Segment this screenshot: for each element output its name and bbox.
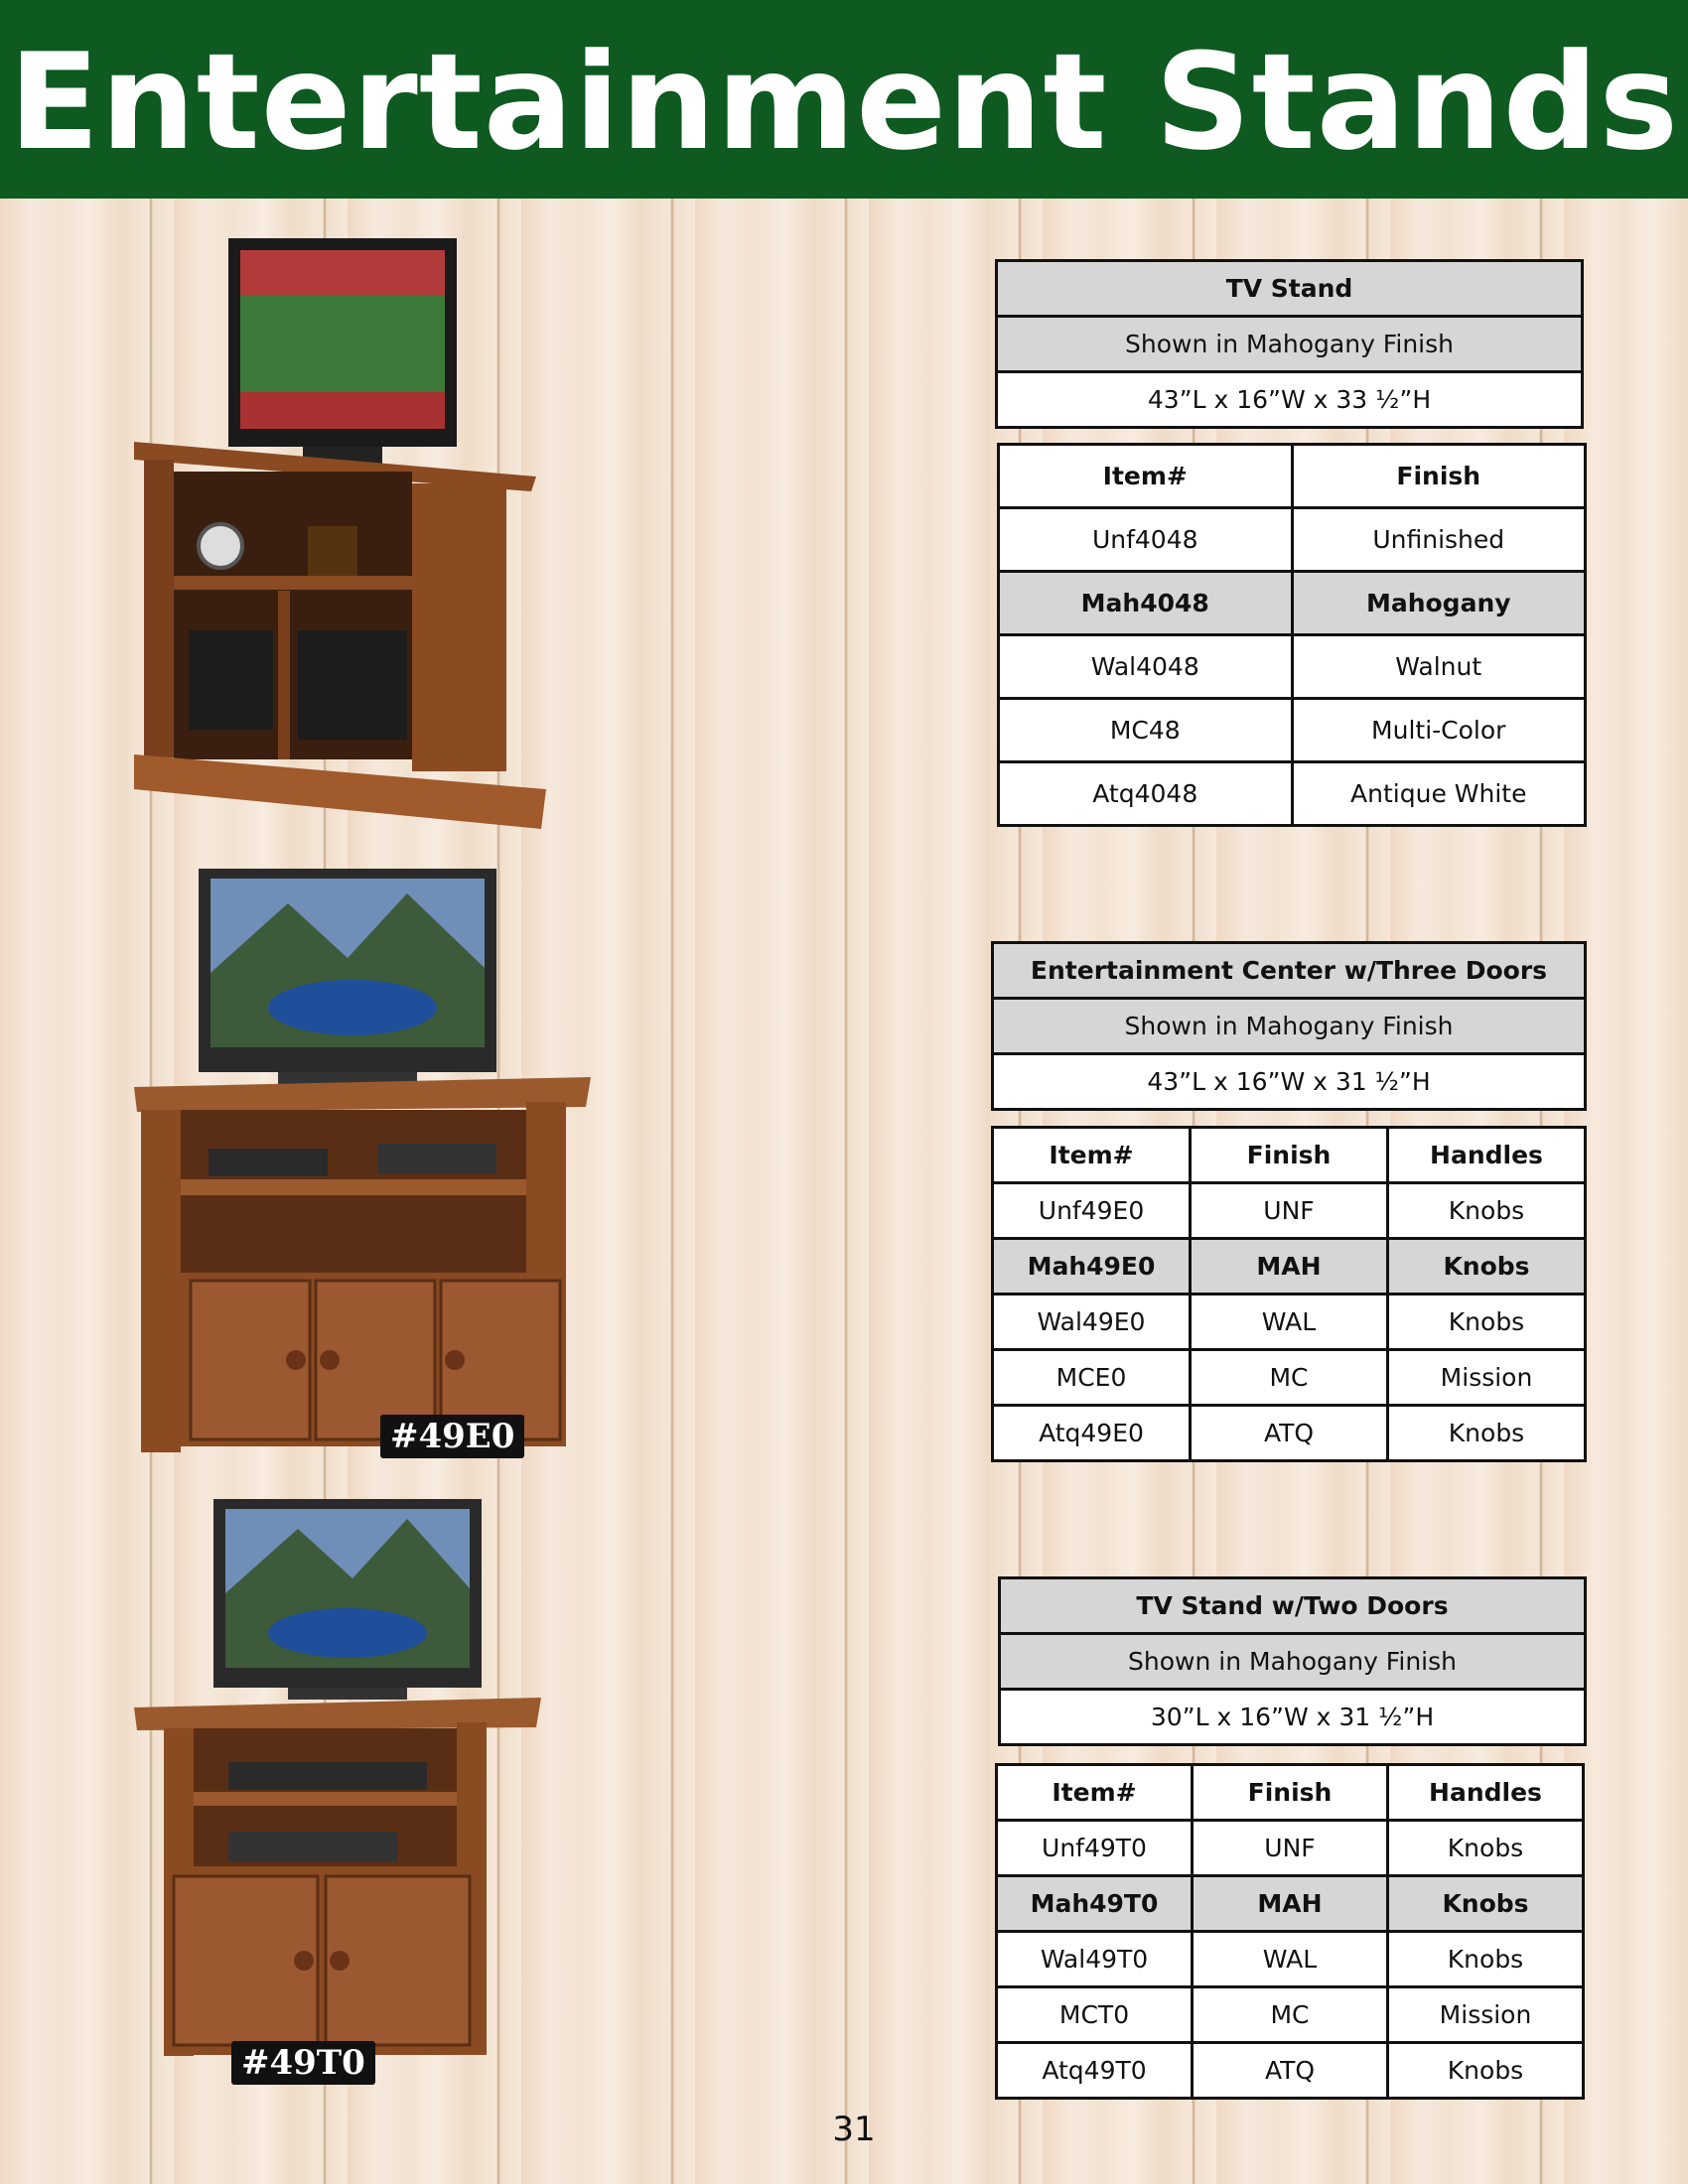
table-row [993,1239,1586,1295]
product-header-entertainment-center [991,941,1587,1111]
table-row [997,2043,1584,2099]
item-number: Atq4048 [999,762,1293,826]
product-name: TV Stand [997,261,1583,317]
table-row [999,635,1586,699]
model-tag-49e0: #49E0 [380,1415,524,1458]
table-row [997,1821,1584,1876]
product-dimensions: 43”L x 16”W x 33 ½”H [997,372,1583,428]
product-finish-note: Shown in Mahogany Finish [997,317,1583,372]
column-header-finish: Finish [1191,1128,1388,1183]
item-table-entertainment-center [991,1126,1587,1462]
column-header-finish: Finish [1292,445,1586,508]
column-header-finish: Finish [1193,1765,1388,1821]
item-number: MCE0 [993,1350,1191,1406]
handles-value: Knobs [1388,1239,1586,1295]
table-row [997,1932,1584,1987]
tv-stand-photo [129,233,556,839]
finish-value: Antique White [1292,762,1586,826]
table-row [993,1350,1586,1406]
finish-value: WAL [1193,1932,1388,1987]
column-header-item: Item# [993,1128,1191,1183]
column-header-item: Item# [997,1765,1193,1821]
finish-value: WAL [1191,1295,1388,1350]
entertainment-center-photo [129,864,596,1469]
item-number: Wal4048 [999,635,1293,699]
table-row [997,1987,1584,2043]
item-table-tv-stand-two-doors [995,1763,1585,2100]
product-dimensions: 43”L x 16”W x 31 ½”H [993,1054,1586,1110]
item-number: Mah49E0 [993,1239,1191,1295]
item-number: Wal49T0 [997,1932,1193,1987]
handles-value: Knobs [1388,1932,1584,1987]
handles-value: Mission [1388,1350,1586,1406]
table-row [999,699,1586,762]
finish-value: ATQ [1193,2043,1388,2099]
item-number: Unf49T0 [997,1821,1193,1876]
table-row [993,1295,1586,1350]
tv-stand-two-doors-photo [129,1494,556,2090]
item-number: Wal49E0 [993,1295,1191,1350]
finish-value: MC [1191,1350,1388,1406]
page-title: Entertainment Stands [8,25,1680,180]
product-name: Entertainment Center w/Three Doors [993,943,1586,999]
product-finish-note: Shown in Mahogany Finish [1000,1634,1586,1690]
handles-value: Knobs [1388,1406,1586,1461]
item-number: Atq49E0 [993,1406,1191,1461]
item-number: Mah49T0 [997,1876,1193,1932]
handles-value: Knobs [1388,1876,1584,1932]
handles-value: Knobs [1388,2043,1584,2099]
finish-value: ATQ [1191,1406,1388,1461]
product-finish-note: Shown in Mahogany Finish [993,999,1586,1054]
item-number: MCT0 [997,1987,1193,2043]
table-row [993,1406,1586,1461]
page-number: 31 [832,2110,876,2149]
model-tag-49t0: #49T0 [231,2041,375,2085]
product-header-tv-stand-two-doors [998,1576,1587,1746]
item-table-tv-stand [997,443,1587,827]
finish-value: Multi-Color [1292,699,1586,762]
finish-value: Mahogany [1292,572,1586,635]
page-header [0,0,1688,199]
column-header-item: Item# [999,445,1293,508]
finish-value: MAH [1193,1876,1388,1932]
table-row [999,508,1586,572]
table-row [999,572,1586,635]
column-header-handles: Handles [1388,1765,1584,1821]
item-number: Atq49T0 [997,2043,1193,2099]
item-number: Unf4048 [999,508,1293,572]
item-number: MC48 [999,699,1293,762]
finish-value: UNF [1191,1183,1388,1239]
item-number: Mah4048 [999,572,1293,635]
handles-value: Knobs [1388,1183,1586,1239]
finish-value: UNF [1193,1821,1388,1876]
product-dimensions: 30”L x 16”W x 31 ½”H [1000,1690,1586,1745]
item-number: Unf49E0 [993,1183,1191,1239]
handles-value: Knobs [1388,1821,1584,1876]
column-header-handles: Handles [1388,1128,1586,1183]
handles-value: Mission [1388,1987,1584,2043]
product-header-tv-stand [995,259,1584,429]
table-row [999,762,1586,826]
handles-value: Knobs [1388,1295,1586,1350]
finish-value: Unfinished [1292,508,1586,572]
finish-value: MC [1193,1987,1388,2043]
product-name: TV Stand w/Two Doors [1000,1578,1586,1634]
table-row [997,1876,1584,1932]
table-row [993,1183,1586,1239]
finish-value: Walnut [1292,635,1586,699]
finish-value: MAH [1191,1239,1388,1295]
